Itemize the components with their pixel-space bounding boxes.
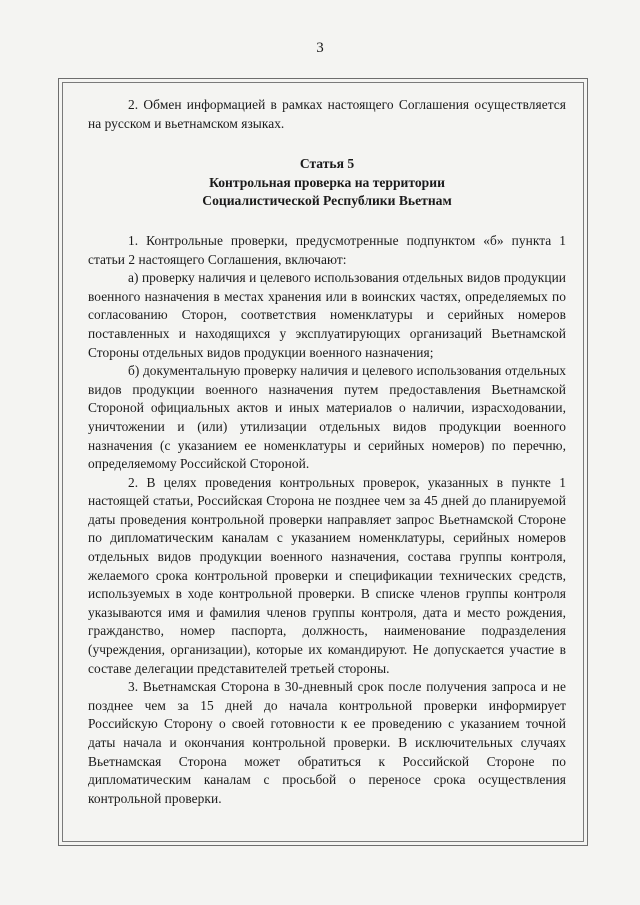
paragraph-1b: б) документальную проверку наличия и целевого использования отдельных видов продукции военного назначения путем предоставления Вьетнамской Стороной официальных актов и иных материалов о наличии, израсходовании, уничтожении и (или) утилизации отдельных видов продукции военного назначения (с указанием ее номенклатуры и серийных номеров) по перечню, определяемому Российской Стороной. — [88, 363, 566, 472]
article-number: Статья 5 — [299, 156, 355, 172]
paragraph-3: 3. Вьетнамская Сторона в 30-дневный срок после получения запроса и не позднее чем за 15 дней до начала контрольной проверки информирует Российскую Сторону о своей готовности к ее проведению с указанием точной даты начала и окончания контрольной проверки. В исключительных случаях Вьетнамская Сторона может обратиться к Российской Стороне по дипломатическим каналам с просьбой о переносе срока осуществления контрольной проверки. — [88, 679, 566, 806]
paragraph-exchange: 2. Обмен информацией в рамках настоящего Соглашения осуществляется на русском и вьетнамском языках. — [88, 97, 566, 131]
article-title-line1: Контрольная проверка на территории — [209, 174, 445, 190]
paragraph-2: 2. В целях проведения контрольных проверок, указанных в пункте 1 настоящей статьи, Российская Сторона не позднее чем за 45 дней до планируемой даты проведения контрольной проверки направляет запрос Вьетнамской Стороне по дипломатическим каналам с указанием номенклатуры, серийных номеров отдельных видов продукции военного назначения, состава группы контроля, желаемого срока контрольной проверки и спецификации технических средств, используемых в ходе контрольной проверки. В списке членов группы контроля указываются имя и фамилия членов группы контроля, дата и место рождения, гражданство, номер паспорта, должность, наименование подразделения (учреждения, организации), которые их командируют. Не допускается участие в составе делегации представителей третьей стороны. — [88, 474, 566, 676]
document-body — [88, 96, 566, 808]
paragraph-1a: а) проверку наличия и целевого использования отдельных видов продукции военного назначения в местах хранения или в воинских частях, определяемых по согласованию Сторон, соответствия номенклатуры и серийных номеров поставленных и находящихся у эксплуатирующих организаций Вьетнамской Стороны отдельных видов продукции военного назначения; — [88, 270, 566, 360]
article-title-line2: Социалистической Республики Вьетнам — [202, 193, 452, 209]
page-number: 3 — [316, 40, 324, 56]
paragraph-1: 1. Контрольные проверки, предусмотренные подпунктом «б» пункта 1 статьи 2 настоящего Соглашения, включают: — [88, 232, 566, 267]
